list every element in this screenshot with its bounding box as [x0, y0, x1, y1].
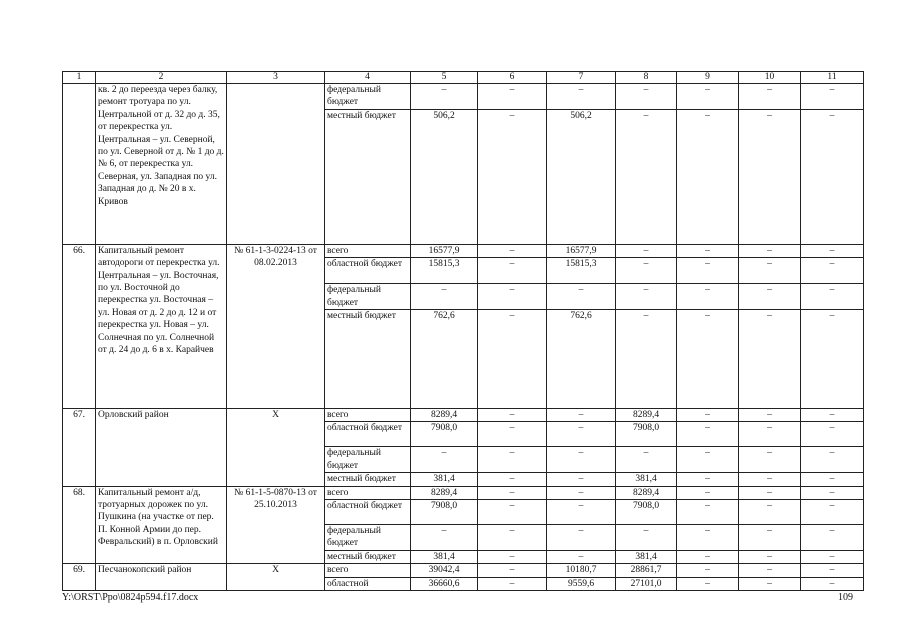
- value-cell-col-10: –: [739, 84, 801, 110]
- object-description: кв. 2 до переезда через балку, ремонт тротуара по ул. Центральной от д. 32 до д. 35, от перекрестка ул. Центральная – ул. Северной, по ул. Северной от д. № 1 до д. № 6, от перекрестка ул. Северная, ул. Западная по ул. Западная до д. № 20 в х. Кривов: [96, 84, 227, 245]
- file-path: Y:\ORST\Ppo\0824p594.f17.docx: [62, 592, 199, 603]
- object-description: Капитальный ремонт а/д, тротуарных дорожек по ул. Пушкина (на участке от пер. П. Конной Армии до пер. Февральский) в п. Орловский: [96, 486, 227, 564]
- funding-source-label: всего: [325, 244, 411, 257]
- value-cell-col-11: –: [801, 258, 864, 284]
- value-cell-col-11: –: [801, 577, 864, 590]
- value-cell-col-7: –: [547, 84, 616, 110]
- value-cell-col-5: 381,4: [411, 473, 478, 486]
- column-header-6: 6: [478, 72, 547, 84]
- value-cell-col-5: 36660,6: [411, 577, 478, 590]
- value-cell-col-6: –: [478, 258, 547, 284]
- value-cell-col-10: –: [739, 550, 801, 563]
- value-cell-col-9: –: [677, 577, 739, 590]
- column-header-7: 7: [547, 72, 616, 84]
- funding-source-label: всего: [325, 564, 411, 577]
- value-cell-col-10: –: [739, 284, 801, 310]
- value-cell-col-11: –: [801, 500, 864, 525]
- value-cell-col-9: –: [677, 409, 739, 422]
- object-description: Песчанокопский район: [96, 564, 227, 591]
- header-row: [63, 72, 864, 84]
- value-cell-col-7: 10180,7: [547, 564, 616, 577]
- value-cell-col-11: –: [801, 310, 864, 409]
- value-cell-col-9: –: [677, 550, 739, 563]
- value-cell-col-5: 8289,4: [411, 486, 478, 499]
- table-row: [63, 564, 864, 577]
- value-cell-col-5: 7908,0: [411, 500, 478, 525]
- value-cell-col-9: –: [677, 486, 739, 499]
- value-cell-col-10: –: [739, 310, 801, 409]
- value-cell-col-5: –: [411, 84, 478, 110]
- value-cell-col-5: 16577,9: [411, 244, 478, 257]
- value-cell-col-10: –: [739, 109, 801, 244]
- value-cell-col-9: –: [677, 258, 739, 284]
- funding-source-label: федеральный бюджет: [325, 284, 411, 310]
- value-cell-col-6: –: [478, 244, 547, 257]
- value-cell-col-6: –: [478, 550, 547, 563]
- value-cell-col-6: –: [478, 500, 547, 525]
- value-cell-col-10: –: [739, 244, 801, 257]
- value-cell-col-7: 16577,9: [547, 244, 616, 257]
- document-reference: № 61-1-3-0224-13 от 08.02.2013: [227, 244, 325, 408]
- value-cell-col-9: –: [677, 310, 739, 409]
- value-cell-col-6: –: [478, 84, 547, 110]
- document-reference: № 61-1-5-0870-13 от 25.10.2013: [227, 486, 325, 564]
- funding-source-label: всего: [325, 409, 411, 422]
- budget-table: [62, 71, 864, 591]
- column-header-1: 1: [63, 72, 96, 84]
- value-cell-col-9: –: [677, 564, 739, 577]
- value-cell-col-6: –: [478, 447, 547, 473]
- value-cell-col-5: 762,6: [411, 310, 478, 409]
- table-row: [63, 244, 864, 257]
- value-cell-col-10: –: [739, 525, 801, 551]
- value-cell-col-5: 39042,4: [411, 564, 478, 577]
- object-description: Орловский район: [96, 409, 227, 487]
- value-cell-col-9: –: [677, 422, 739, 447]
- value-cell-col-11: –: [801, 486, 864, 499]
- value-cell-col-7: 15815,3: [547, 258, 616, 284]
- value-cell-col-5: 8289,4: [411, 409, 478, 422]
- value-cell-col-7: 9559,6: [547, 577, 616, 590]
- column-header-8: 8: [616, 72, 677, 84]
- value-cell-col-10: –: [739, 564, 801, 577]
- value-cell-col-5: –: [411, 284, 478, 310]
- column-header-9: 9: [677, 72, 739, 84]
- column-header-2: 2: [96, 72, 227, 84]
- value-cell-col-5: 506,2: [411, 109, 478, 244]
- value-cell-col-7: –: [547, 525, 616, 551]
- value-cell-col-7: –: [547, 500, 616, 525]
- value-cell-col-11: –: [801, 447, 864, 473]
- value-cell-col-6: –: [478, 310, 547, 409]
- table-row: [63, 486, 864, 499]
- value-cell-col-11: –: [801, 550, 864, 563]
- value-cell-col-6: –: [478, 577, 547, 590]
- value-cell-col-7: –: [547, 422, 616, 447]
- value-cell-col-5: 381,4: [411, 550, 478, 563]
- table-row: [63, 409, 864, 422]
- value-cell-col-9: –: [677, 500, 739, 525]
- value-cell-col-10: –: [739, 258, 801, 284]
- funding-source-label: местный бюджет: [325, 310, 411, 409]
- value-cell-col-8: –: [616, 258, 677, 284]
- value-cell-col-8: 8289,4: [616, 486, 677, 499]
- value-cell-col-10: –: [739, 486, 801, 499]
- value-cell-col-9: –: [677, 109, 739, 244]
- value-cell-col-6: –: [478, 422, 547, 447]
- value-cell-col-8: –: [616, 310, 677, 409]
- value-cell-col-5: –: [411, 447, 478, 473]
- funding-source-label: местный бюджет: [325, 550, 411, 563]
- funding-source-label: областной: [325, 577, 411, 590]
- value-cell-col-7: –: [547, 284, 616, 310]
- value-cell-col-10: –: [739, 409, 801, 422]
- value-cell-col-8: 381,4: [616, 473, 677, 486]
- document-reference: Х: [227, 564, 325, 591]
- item-number: [63, 84, 96, 245]
- value-cell-col-7: –: [547, 447, 616, 473]
- value-cell-col-7: –: [547, 486, 616, 499]
- value-cell-col-9: –: [677, 284, 739, 310]
- document-reference: Х: [227, 409, 325, 487]
- funding-source-label: федеральный бюджет: [325, 447, 411, 473]
- value-cell-col-8: 381,4: [616, 550, 677, 563]
- value-cell-col-9: –: [677, 84, 739, 110]
- value-cell-col-8: –: [616, 284, 677, 310]
- value-cell-col-11: –: [801, 564, 864, 577]
- value-cell-col-9: –: [677, 447, 739, 473]
- value-cell-col-6: –: [478, 284, 547, 310]
- funding-source-label: областной бюджет: [325, 500, 411, 525]
- value-cell-col-11: –: [801, 473, 864, 486]
- value-cell-col-7: –: [547, 473, 616, 486]
- value-cell-col-9: –: [677, 525, 739, 551]
- value-cell-col-6: –: [478, 525, 547, 551]
- value-cell-col-6: –: [478, 564, 547, 577]
- column-header-3: 3: [227, 72, 325, 84]
- value-cell-col-7: –: [547, 550, 616, 563]
- column-header-11: 11: [801, 72, 864, 84]
- item-number: 68.: [63, 486, 96, 564]
- value-cell-col-8: –: [616, 244, 677, 257]
- page-number: 109: [838, 592, 853, 603]
- value-cell-col-8: –: [616, 84, 677, 110]
- document-reference: [227, 84, 325, 245]
- funding-source-label: местный бюджет: [325, 109, 411, 244]
- value-cell-col-9: –: [677, 473, 739, 486]
- value-cell-col-11: –: [801, 284, 864, 310]
- column-header-10: 10: [739, 72, 801, 84]
- value-cell-col-6: –: [478, 473, 547, 486]
- value-cell-col-9: –: [677, 244, 739, 257]
- value-cell-col-8: –: [616, 525, 677, 551]
- column-header-4: 4: [325, 72, 411, 84]
- value-cell-col-7: –: [547, 409, 616, 422]
- value-cell-col-7: 762,6: [547, 310, 616, 409]
- item-number: 69.: [63, 564, 96, 591]
- value-cell-col-11: –: [801, 525, 864, 551]
- value-cell-col-8: –: [616, 109, 677, 244]
- funding-source-label: всего: [325, 486, 411, 499]
- value-cell-col-11: –: [801, 422, 864, 447]
- value-cell-col-11: –: [801, 409, 864, 422]
- value-cell-col-7: 506,2: [547, 109, 616, 244]
- value-cell-col-6: –: [478, 409, 547, 422]
- object-description: Капитальный ремонт автодороги от перекрестка ул. Центральная – ул. Восточная, по ул. Восточной до перекрестка ул. Восточная – ул. Новая от д. 2 до д. 12 и от перекрестка ул. Новая – ул. Солнечная по ул. Солнечной от д. 24 до д. 6 в х. Карайчев: [96, 244, 227, 408]
- value-cell-col-10: –: [739, 473, 801, 486]
- value-cell-col-5: 15815,3: [411, 258, 478, 284]
- value-cell-col-11: –: [801, 84, 864, 110]
- value-cell-col-8: 28861,7: [616, 564, 677, 577]
- table-row: [63, 84, 864, 110]
- item-number: 66.: [63, 244, 96, 408]
- funding-source-label: федеральный бюджет: [325, 525, 411, 551]
- value-cell-col-10: –: [739, 422, 801, 447]
- value-cell-col-8: 7908,0: [616, 500, 677, 525]
- value-cell-col-10: –: [739, 447, 801, 473]
- value-cell-col-6: –: [478, 486, 547, 499]
- value-cell-col-5: 7908,0: [411, 422, 478, 447]
- funding-source-label: местный бюджет: [325, 473, 411, 486]
- value-cell-col-10: –: [739, 500, 801, 525]
- column-header-5: 5: [411, 72, 478, 84]
- value-cell-col-5: –: [411, 525, 478, 551]
- value-cell-col-10: –: [739, 577, 801, 590]
- value-cell-col-11: –: [801, 109, 864, 244]
- value-cell-col-8: –: [616, 447, 677, 473]
- value-cell-col-8: 7908,0: [616, 422, 677, 447]
- value-cell-col-8: 27101,0: [616, 577, 677, 590]
- value-cell-col-11: –: [801, 244, 864, 257]
- funding-source-label: областной бюджет: [325, 258, 411, 284]
- value-cell-col-8: 8289,4: [616, 409, 677, 422]
- funding-source-label: федеральный бюджет: [325, 84, 411, 110]
- value-cell-col-6: –: [478, 109, 547, 244]
- item-number: 67.: [63, 409, 96, 487]
- funding-source-label: областной бюджет: [325, 422, 411, 447]
